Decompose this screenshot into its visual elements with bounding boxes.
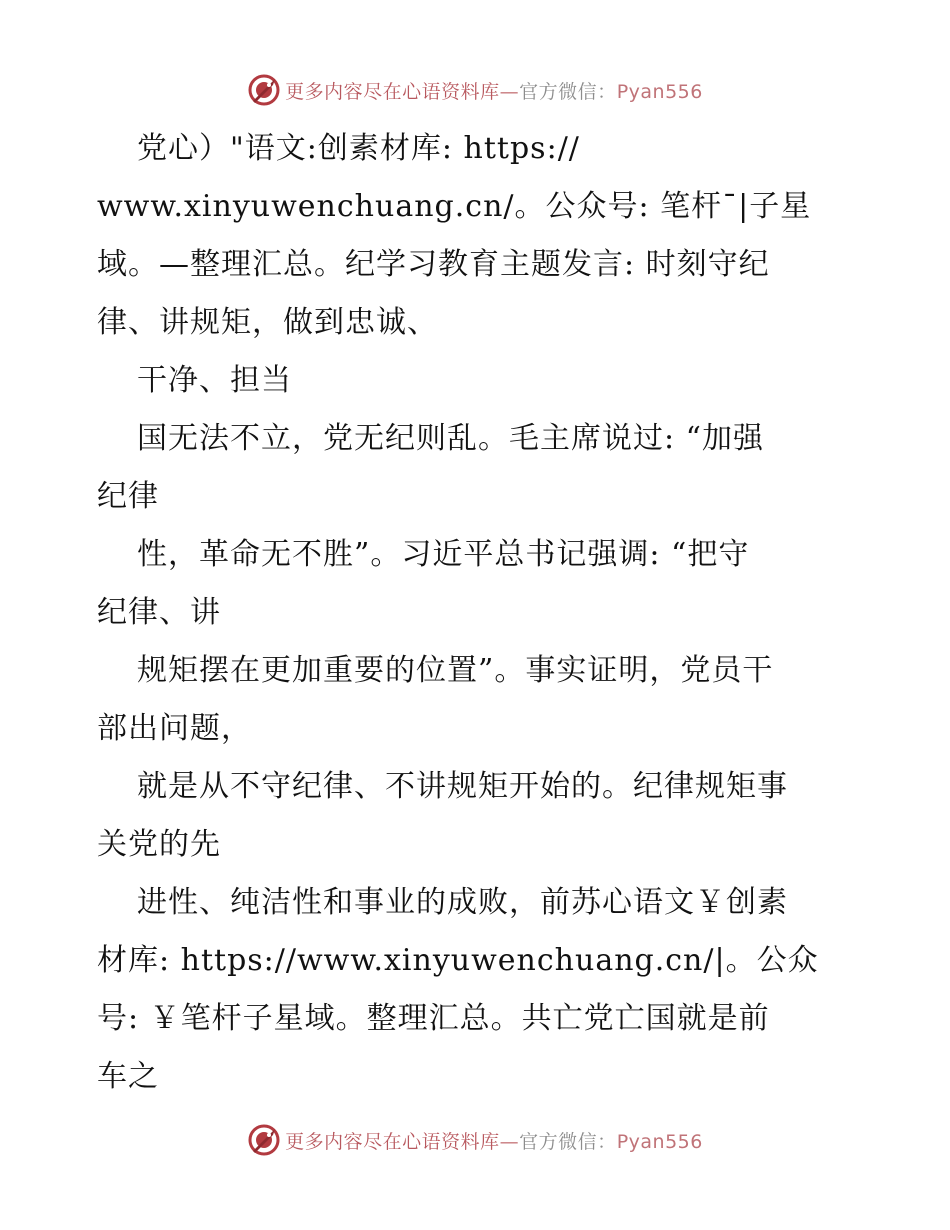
footer-banner-text xyxy=(285,1127,703,1154)
footer-banner xyxy=(0,1120,950,1160)
text-line: 域。—整理汇总。纪学习教育主题发言: 时刻守纪 xyxy=(97,247,770,282)
text-line: 号: ￥笔杆子星域。整理汇总。共亡党亡国就是前 xyxy=(97,1001,770,1036)
footer-wechat-label: 官方微信： xyxy=(519,1130,617,1153)
text-line: 党心）"语文:创素材库: https:// xyxy=(137,131,580,166)
text-line: 材库: https://www.xinyuwenchuang.cn/|。公众 xyxy=(97,943,819,978)
text-line: 纪律、讲 xyxy=(97,595,221,630)
pen-logo-icon xyxy=(247,1123,281,1157)
text-line: 部出问题， xyxy=(97,711,252,746)
header-banner xyxy=(0,70,950,110)
header-wechat-account: Pyan556 xyxy=(616,80,703,103)
footer-slogan: 更多内容尽在心语资料库 xyxy=(285,1130,500,1153)
text-line: 干净、担当 xyxy=(137,363,292,398)
text-line: 律、讲规矩，做到忠诚、 xyxy=(97,305,438,340)
text-line: 国无法不立，党无纪则乱。毛主席说过: “加强 xyxy=(137,421,764,456)
pen-logo-icon xyxy=(247,73,281,107)
text-line: 就是从不守纪律、不讲规矩开始的。纪律规矩事 xyxy=(137,769,788,804)
header-banner-text xyxy=(285,77,703,104)
footer-dash: — xyxy=(499,1130,520,1153)
text-line: 关党的先 xyxy=(97,827,221,862)
text-line: www.xinyuwenchuang.cn/。公众号: 笔杆¯|子星 xyxy=(97,189,812,224)
header-wechat-label: 官方微信： xyxy=(519,80,617,103)
text-line: 车之 xyxy=(97,1059,159,1094)
text-line: 性，革命无不胜”。习近平总书记强调: “把守 xyxy=(137,537,750,572)
footer-wechat-account: Pyan556 xyxy=(616,1130,703,1153)
header-slogan: 更多内容尽在心语资料库 xyxy=(285,80,500,103)
header-dash: — xyxy=(499,80,520,103)
text-line: 进性、纯洁性和事业的成败，前苏心语文￥创素 xyxy=(137,885,788,920)
text-line: 规矩摆在更加重要的位置”。事实证明，党员干 xyxy=(137,653,774,688)
text-line: 纪律 xyxy=(97,479,159,514)
document-body xyxy=(97,120,857,1106)
